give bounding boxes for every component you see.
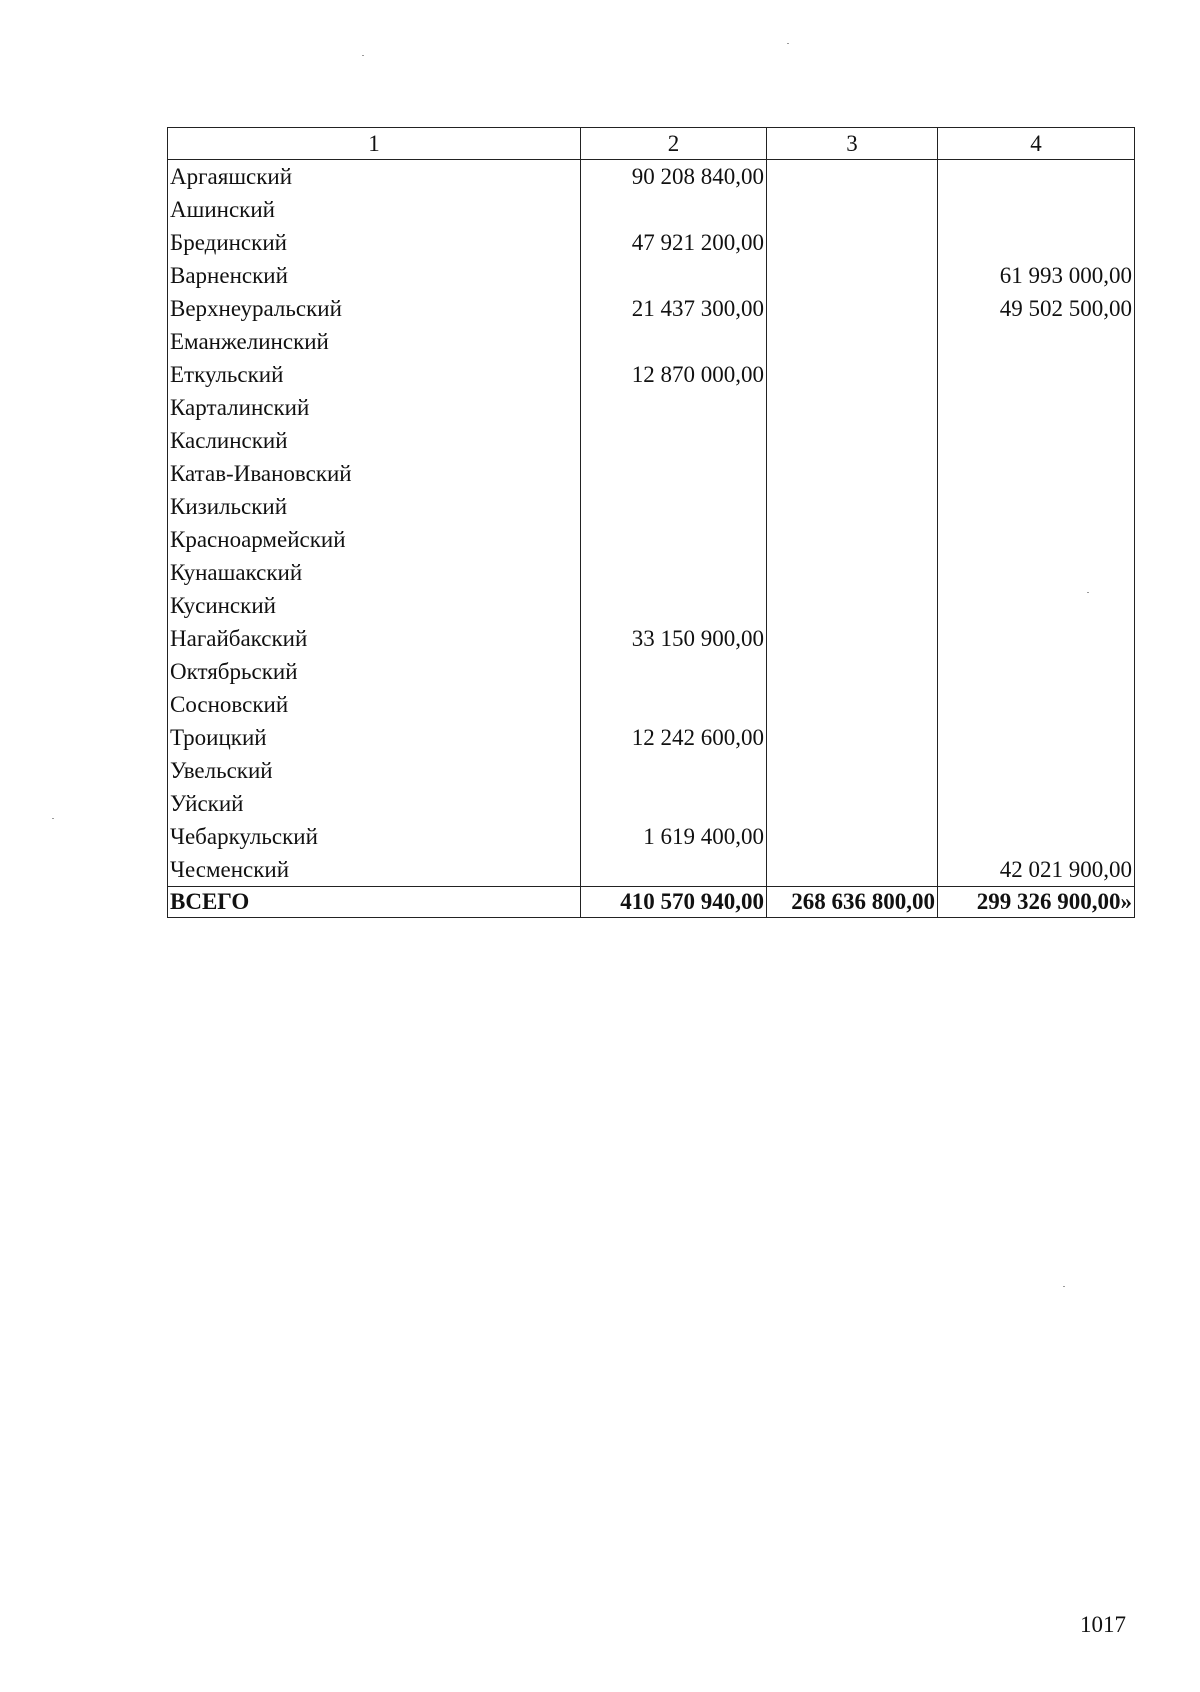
cell-column-2 — [581, 556, 767, 589]
column-header-1: 1 — [168, 128, 581, 160]
page-number: 1017 — [1080, 1612, 1126, 1637]
table-row — [168, 325, 1135, 358]
cell-column-2 — [581, 589, 767, 622]
cell-column-2: 90 208 840,00 — [581, 160, 767, 194]
table-header — [168, 128, 1135, 160]
cell-column-3 — [767, 226, 938, 259]
cell-column-4 — [938, 721, 1135, 754]
table-row — [168, 622, 1135, 655]
cell-column-2: 12 870 000,00 — [581, 358, 767, 391]
cell-column-3 — [767, 721, 938, 754]
cell-column-3 — [767, 820, 938, 853]
cell-column-4 — [938, 787, 1135, 820]
total-row — [168, 887, 1135, 918]
district-name: Катав-Ивановский — [168, 457, 581, 490]
cell-column-2 — [581, 193, 767, 226]
cell-column-3 — [767, 688, 938, 721]
cell-column-2 — [581, 490, 767, 523]
cell-column-2 — [581, 523, 767, 556]
table-row — [168, 589, 1135, 622]
cell-column-4 — [938, 325, 1135, 358]
table-footer — [168, 887, 1135, 918]
cell-column-2 — [581, 424, 767, 457]
table-row — [168, 820, 1135, 853]
cell-column-2 — [581, 259, 767, 292]
total-column-2: 410 570 940,00 — [581, 887, 767, 918]
cell-column-2: 33 150 900,00 — [581, 622, 767, 655]
district-name: Брединский — [168, 226, 581, 259]
district-name: Карталинский — [168, 391, 581, 424]
table-row — [168, 787, 1135, 820]
cell-column-3 — [767, 325, 938, 358]
table-row — [168, 688, 1135, 721]
table-row — [168, 754, 1135, 787]
table-row — [168, 226, 1135, 259]
total-label: ВСЕГО — [168, 887, 581, 918]
cell-column-4 — [938, 193, 1135, 226]
cell-column-4 — [938, 160, 1135, 194]
cell-column-4 — [938, 556, 1135, 589]
cell-column-2 — [581, 688, 767, 721]
cell-column-4 — [938, 358, 1135, 391]
district-name: Нагайбакский — [168, 622, 581, 655]
cell-column-2: 1 619 400,00 — [581, 820, 767, 853]
scan-speck — [52, 818, 54, 819]
table-row — [168, 193, 1135, 226]
cell-column-3 — [767, 589, 938, 622]
scan-speck — [1063, 1286, 1065, 1287]
cell-column-2: 12 242 600,00 — [581, 721, 767, 754]
district-name: Октябрьский — [168, 655, 581, 688]
cell-column-3 — [767, 358, 938, 391]
district-name: Ашинский — [168, 193, 581, 226]
table-row — [168, 655, 1135, 688]
table-body — [168, 160, 1135, 887]
cell-column-4 — [938, 820, 1135, 853]
cell-column-4 — [938, 622, 1135, 655]
cell-column-4: 42 021 900,00 — [938, 853, 1135, 887]
table-row — [168, 358, 1135, 391]
cell-column-4 — [938, 457, 1135, 490]
table-row — [168, 556, 1135, 589]
cell-column-4: 49 502 500,00 — [938, 292, 1135, 325]
total-column-4: 299 326 900,00» — [938, 887, 1135, 918]
cell-column-4 — [938, 523, 1135, 556]
cell-column-2 — [581, 754, 767, 787]
cell-column-3 — [767, 259, 938, 292]
column-header-3: 3 — [767, 128, 938, 160]
cell-column-4 — [938, 589, 1135, 622]
subsidy-table — [167, 127, 1135, 918]
cell-column-2 — [581, 391, 767, 424]
table-row — [168, 490, 1135, 523]
cell-column-2 — [581, 853, 767, 887]
cell-column-3 — [767, 160, 938, 194]
cell-column-3 — [767, 457, 938, 490]
cell-column-3 — [767, 853, 938, 887]
district-name: Уйский — [168, 787, 581, 820]
district-name: Аргаяшский — [168, 160, 581, 194]
cell-column-2 — [581, 325, 767, 358]
cell-column-4 — [938, 754, 1135, 787]
table-row — [168, 160, 1135, 194]
cell-column-3 — [767, 424, 938, 457]
district-name: Кунашакский — [168, 556, 581, 589]
district-name: Кусинский — [168, 589, 581, 622]
total-column-3: 268 636 800,00 — [767, 887, 938, 918]
district-name: Красноармейский — [168, 523, 581, 556]
scan-speck — [787, 43, 789, 44]
cell-column-3 — [767, 556, 938, 589]
cell-column-3 — [767, 391, 938, 424]
column-header-2: 2 — [581, 128, 767, 160]
table-row — [168, 721, 1135, 754]
district-name: Еманжелинский — [168, 325, 581, 358]
cell-column-2 — [581, 457, 767, 490]
district-name: Еткульский — [168, 358, 581, 391]
cell-column-3 — [767, 490, 938, 523]
cell-column-3 — [767, 193, 938, 226]
district-name: Чесменский — [168, 853, 581, 887]
district-name: Троицкий — [168, 721, 581, 754]
table-row — [168, 457, 1135, 490]
header-row — [168, 128, 1135, 160]
district-name: Каслинский — [168, 424, 581, 457]
cell-column-4 — [938, 424, 1135, 457]
district-name: Верхнеуральский — [168, 292, 581, 325]
table-row — [168, 424, 1135, 457]
cell-column-4 — [938, 655, 1135, 688]
cell-column-3 — [767, 622, 938, 655]
cell-column-3 — [767, 523, 938, 556]
table-row — [168, 259, 1135, 292]
district-name: Сосновский — [168, 688, 581, 721]
cell-column-4: 61 993 000,00 — [938, 259, 1135, 292]
column-header-4: 4 — [938, 128, 1135, 160]
table-row — [168, 292, 1135, 325]
district-name: Чебаркульский — [168, 820, 581, 853]
cell-column-2 — [581, 787, 767, 820]
cell-column-2 — [581, 655, 767, 688]
cell-column-4 — [938, 391, 1135, 424]
district-name: Варненский — [168, 259, 581, 292]
table-row — [168, 853, 1135, 887]
cell-column-2: 47 921 200,00 — [581, 226, 767, 259]
cell-column-4 — [938, 490, 1135, 523]
cell-column-3 — [767, 292, 938, 325]
cell-column-4 — [938, 226, 1135, 259]
cell-column-3 — [767, 655, 938, 688]
cell-column-3 — [767, 787, 938, 820]
table-row — [168, 391, 1135, 424]
scan-speck — [362, 55, 364, 56]
cell-column-3 — [767, 754, 938, 787]
cell-column-4 — [938, 688, 1135, 721]
district-name: Кизильский — [168, 490, 581, 523]
cell-column-2: 21 437 300,00 — [581, 292, 767, 325]
district-name: Увельский — [168, 754, 581, 787]
table-row — [168, 523, 1135, 556]
